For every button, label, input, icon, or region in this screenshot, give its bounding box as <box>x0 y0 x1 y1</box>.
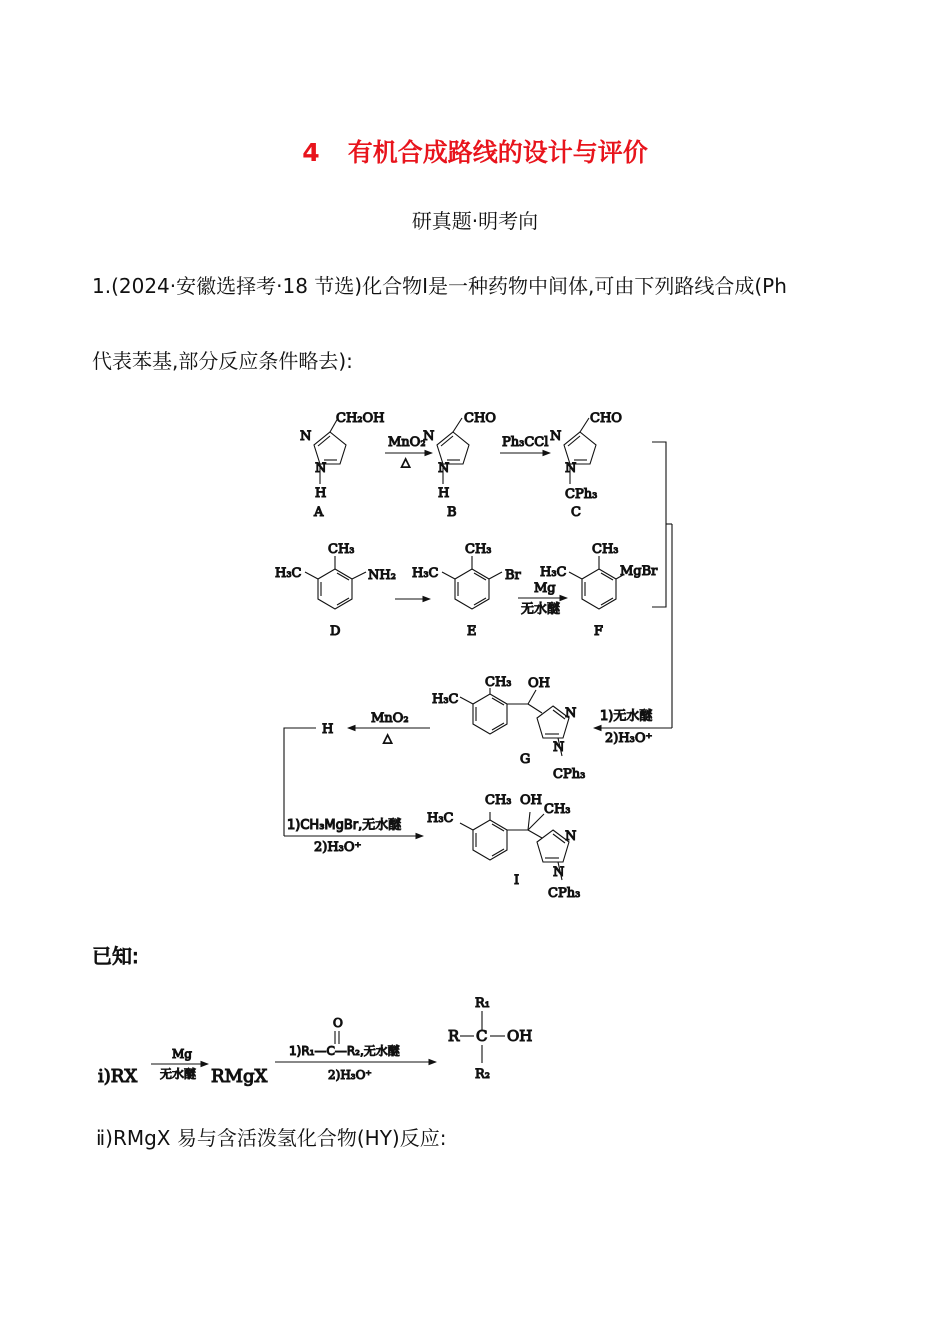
question-line-1: 1.(2024·安徽选择考·18 节选)化合物Ⅰ是一种药物中间体,可由下列路线合成(Ph <box>92 274 787 298</box>
known-i-r1: R₁ <box>475 996 490 1011</box>
i-h3c-label: H₃C <box>427 811 454 826</box>
known-i-mg: Mg <box>172 1047 192 1061</box>
hi-cond-2: 2)H₃O⁺ <box>314 840 362 855</box>
g-n-label: N <box>565 706 577 721</box>
known-ii: ⅱ)RMgX 易与含活泼氢化合物(HY)反应: <box>96 1126 447 1150</box>
i-cph3-label: CPh₃ <box>548 886 581 901</box>
compound-e-label: E <box>467 624 477 639</box>
b-cho-label: CHO <box>464 411 496 426</box>
g-cond-2: 2)H₃O⁺ <box>605 731 653 746</box>
question-line-2: 代表苯基,部分反应条件略去): <box>92 349 353 373</box>
a-n1-label: N <box>315 461 327 476</box>
ab-reagent: MnO₂ <box>388 435 426 450</box>
g-h3c-label: H₃C <box>432 692 459 707</box>
ef-solvent: 无水醚 <box>521 602 561 617</box>
c-cph3-label: CPh₃ <box>565 487 598 502</box>
e-h3c-label: H₃C <box>412 566 439 581</box>
i-n1-label: N <box>553 865 565 880</box>
known-i-reactant: ⅰ)RX <box>98 1066 138 1087</box>
compound-i-label: I <box>514 873 520 888</box>
i-n-label: N <box>565 829 577 844</box>
compound-f-label: F <box>594 624 604 639</box>
compound-g-label: G <box>520 752 531 767</box>
compound-h-label: H <box>322 722 334 737</box>
g-oh-label: OH <box>528 676 550 691</box>
known-i-oxygen: O <box>333 1016 343 1030</box>
c-n-label: N <box>550 429 562 444</box>
compound-e-structure <box>442 556 502 609</box>
compound-b-label: B <box>447 505 457 520</box>
e-ch3-label: CH₃ <box>465 542 492 557</box>
a-ch2oh-label: CH₂OH <box>336 411 385 426</box>
e-br-label: Br <box>505 568 521 583</box>
known-i-r2: R₂ <box>475 1067 490 1082</box>
known-i-cond-1: 1)R₁—C—R₂,无水醚 <box>289 1044 400 1058</box>
g-n1-label: N <box>553 740 565 755</box>
d-h3c-label: H₃C <box>275 566 302 581</box>
compound-a-label: A <box>314 505 324 520</box>
b-h-label: H <box>438 486 450 501</box>
bracket-c-f <box>652 442 666 607</box>
compound-d-structure <box>305 556 366 609</box>
i-ch3-label: CH₃ <box>485 793 512 808</box>
known-i-intermediate: RMgX <box>211 1066 268 1087</box>
a-h-label: H <box>315 486 327 501</box>
g-ch3-label: CH₃ <box>485 675 512 690</box>
known-i-ether: 无水醚 <box>160 1067 197 1081</box>
compound-d-label: D <box>330 624 341 639</box>
g-cond-1: 1)无水醚 <box>600 709 653 724</box>
b-n1-label: N <box>438 461 450 476</box>
d-nh2-label: NH₂ <box>368 568 396 583</box>
f-h3c-label: H₃C <box>540 565 567 580</box>
b-n-label: N <box>423 429 435 444</box>
hi-cond-1: 1)CH₃MgBr,无水醚 <box>287 818 402 833</box>
ab-heat: △ <box>401 455 411 469</box>
f-ch3-label: CH₃ <box>592 542 619 557</box>
known-i-oh: OH <box>507 1027 533 1045</box>
bc-reagent: Ph₃CCl <box>502 435 549 450</box>
d-ch3-label: CH₃ <box>328 542 355 557</box>
known-i-c: C <box>476 1027 488 1045</box>
gh-reagent: MnO₂ <box>371 711 409 726</box>
c-n1-label: N <box>565 461 577 476</box>
known-i-r: R <box>448 1027 460 1045</box>
f-mgbr-label: MgBr <box>620 564 658 579</box>
i-ch3b-label: CH₃ <box>544 802 571 817</box>
section-title: 有机合成路线的设计与评价 <box>347 138 648 167</box>
compound-f-structure <box>569 556 623 609</box>
a-n-label: N <box>300 429 312 444</box>
section-number: 4 <box>302 138 320 167</box>
compound-c-label: C <box>571 505 581 520</box>
known-i-cond-2: 2)H₃O⁺ <box>328 1068 372 1082</box>
known-heading: 已知: <box>92 944 139 968</box>
section-subtitle: 研真题·明考向 <box>411 209 539 233</box>
g-cph3-label: CPh₃ <box>553 767 586 782</box>
i-oh-label: OH <box>520 793 542 808</box>
c-cho-label: CHO <box>590 411 622 426</box>
gh-heat: △ <box>383 731 393 745</box>
ef-reagent: Mg <box>534 581 556 596</box>
